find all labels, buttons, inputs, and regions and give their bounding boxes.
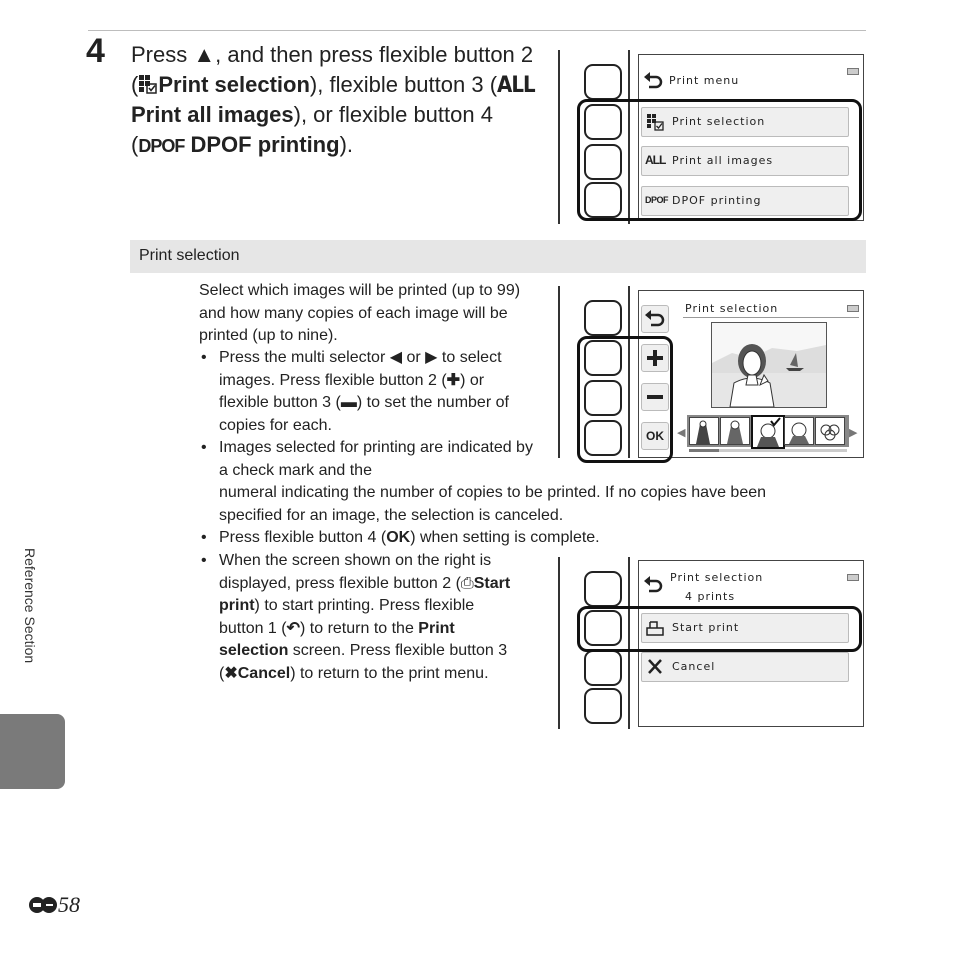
flexible-button-4[interactable] xyxy=(584,688,622,724)
back-icon xyxy=(642,71,664,91)
bullet-text: screen. Press flexible button 3 ( xyxy=(219,642,508,682)
bullet-text: ) to set the number of copies for each. xyxy=(219,394,509,434)
step-number: 4 xyxy=(86,32,105,70)
bullet-dot: • xyxy=(201,552,207,569)
right-arrow-icon: ▶ xyxy=(425,349,438,366)
thumbnail-selected[interactable] xyxy=(751,415,785,449)
selected-image-preview xyxy=(711,322,827,408)
section-tab xyxy=(0,714,65,789)
thumbnail[interactable] xyxy=(784,417,814,445)
bullet-dot: • xyxy=(201,529,207,546)
screen3-bracket xyxy=(558,557,566,729)
left-arrow-icon: ◀ xyxy=(389,349,403,366)
bullet-1 xyxy=(201,347,534,437)
cancel-icon xyxy=(645,657,667,677)
plus-icon: ✚ xyxy=(446,371,461,389)
page-number xyxy=(28,892,80,920)
bullet-text: Press the multi selector xyxy=(219,349,390,366)
print-selection-label: Print selection xyxy=(219,619,455,660)
bullet-3 xyxy=(201,527,859,550)
bullet-text: ) when setting is complete. xyxy=(410,529,600,546)
thumbnail-strip xyxy=(687,415,849,447)
flexible-button-1[interactable] xyxy=(584,300,622,336)
bullet-text: ) to return to the xyxy=(300,619,419,637)
dpof-printing-label: DPOF printing xyxy=(190,131,340,157)
step-text-3: ), flexible button 3 ( xyxy=(309,71,498,97)
menu-item-label: Cancel xyxy=(672,660,716,673)
menu-item-label: Print menu xyxy=(669,74,740,87)
menu-item-label: DPOF printing xyxy=(672,194,762,207)
back-icon: ↶ xyxy=(286,619,301,637)
flexible-button-1[interactable] xyxy=(584,571,622,607)
thumbnail[interactable] xyxy=(815,417,845,445)
battery-icon xyxy=(847,574,859,581)
section-title: Print selection xyxy=(139,247,240,264)
thumbnail-scrollbar[interactable] xyxy=(689,449,847,452)
ok-icon: OK xyxy=(386,529,411,546)
menu-item-label: Start print xyxy=(672,621,740,634)
bullet-2 xyxy=(201,437,539,482)
menu-item-label: Print selection xyxy=(672,115,766,128)
flexible-button-1[interactable] xyxy=(584,64,622,100)
battery-icon xyxy=(847,68,859,75)
dpof-icon: DPOF xyxy=(645,195,669,205)
top-rule xyxy=(88,30,866,31)
menu-item-cancel[interactable] xyxy=(641,652,849,682)
up-arrow-icon: ▲ xyxy=(193,42,216,67)
menu-item-print-menu[interactable] xyxy=(639,67,839,95)
bullet-2-continued xyxy=(219,482,859,527)
bullet-text: When the screen shown on the right is displayed, press flexible button 2 ( xyxy=(219,552,492,592)
cancel-icon: ✖ xyxy=(224,664,238,682)
highlight-frame xyxy=(577,99,862,221)
ok-button-icon[interactable]: OK xyxy=(641,422,669,450)
bullet-text: specified for an image, the selection is canceled. xyxy=(219,506,564,524)
side-label-text: Reference Section xyxy=(22,548,38,664)
side-section-label xyxy=(22,548,58,698)
thumbnail[interactable] xyxy=(720,417,750,445)
step-text-1: Press xyxy=(131,42,194,67)
battery-icon xyxy=(847,305,859,312)
print-selection-icon xyxy=(138,72,158,92)
section-header xyxy=(130,240,866,273)
start-print-label: Start print xyxy=(219,574,511,615)
bullet-text: numeral indicating the number of copies to be printed. If no copies have been xyxy=(219,484,767,501)
screen2-bracket xyxy=(558,286,566,458)
step-text-5: ). xyxy=(339,131,354,157)
screen-title: Print selection xyxy=(685,302,779,315)
title-underline xyxy=(683,317,859,318)
print-selection-label: Print selection xyxy=(158,71,310,97)
thumb-right-arrow-icon[interactable]: ▶ xyxy=(849,427,858,439)
all-icon: ALL xyxy=(497,72,535,98)
flexible-button-3[interactable] xyxy=(584,650,622,686)
cancel-label: Cancel xyxy=(237,664,291,682)
bullet-text: or xyxy=(402,349,426,366)
dpof-icon: DPOF xyxy=(138,135,185,156)
bullet-text: to select images. Press flexible button 2 ( xyxy=(219,349,502,389)
step-text-4: ), or flexible button 4 ( xyxy=(131,102,493,157)
bullet-text: ) to return to the print menu. xyxy=(290,664,489,682)
back-icon[interactable] xyxy=(642,575,664,595)
bullet-text: ) or flexible button 3 ( xyxy=(219,371,485,412)
print-all-images-label: Print all images xyxy=(131,102,294,127)
highlight-frame xyxy=(577,336,673,463)
intro-text: Select which images will be printed (up to 99) and how many copies of each image will be printed (up to nine). xyxy=(199,282,521,345)
print-count: 4 prints xyxy=(685,590,736,603)
screen-title: Print selection xyxy=(670,571,764,584)
bullet-dot: • xyxy=(201,439,207,456)
printer-icon: ⎙ xyxy=(460,574,474,592)
reference-icon xyxy=(28,894,58,920)
step-text-2: , and then press flexible button 2 ( xyxy=(131,42,534,97)
step-instruction xyxy=(131,40,541,161)
thumbnail[interactable] xyxy=(689,417,719,445)
bullet-text: ) to start printing. Press flexible button 1 ( xyxy=(219,597,475,637)
screen1-bracket xyxy=(558,50,566,224)
page-number-text: 58 xyxy=(58,892,80,917)
menu-item-label: Print all images xyxy=(672,154,774,167)
bullet-dot: • xyxy=(201,349,207,366)
minus-icon: ▬ xyxy=(340,394,357,412)
highlight-frame xyxy=(577,606,862,652)
bullet-4 xyxy=(201,550,519,686)
all-icon: ALL xyxy=(645,153,666,167)
thumb-left-arrow-icon[interactable]: ◀ xyxy=(677,427,686,439)
bullet-text: Press flexible button 4 ( xyxy=(219,529,387,546)
bullet-text: Images selected for printing are indicated by a check mark and the xyxy=(219,439,533,479)
back-button-icon[interactable] xyxy=(641,305,669,333)
